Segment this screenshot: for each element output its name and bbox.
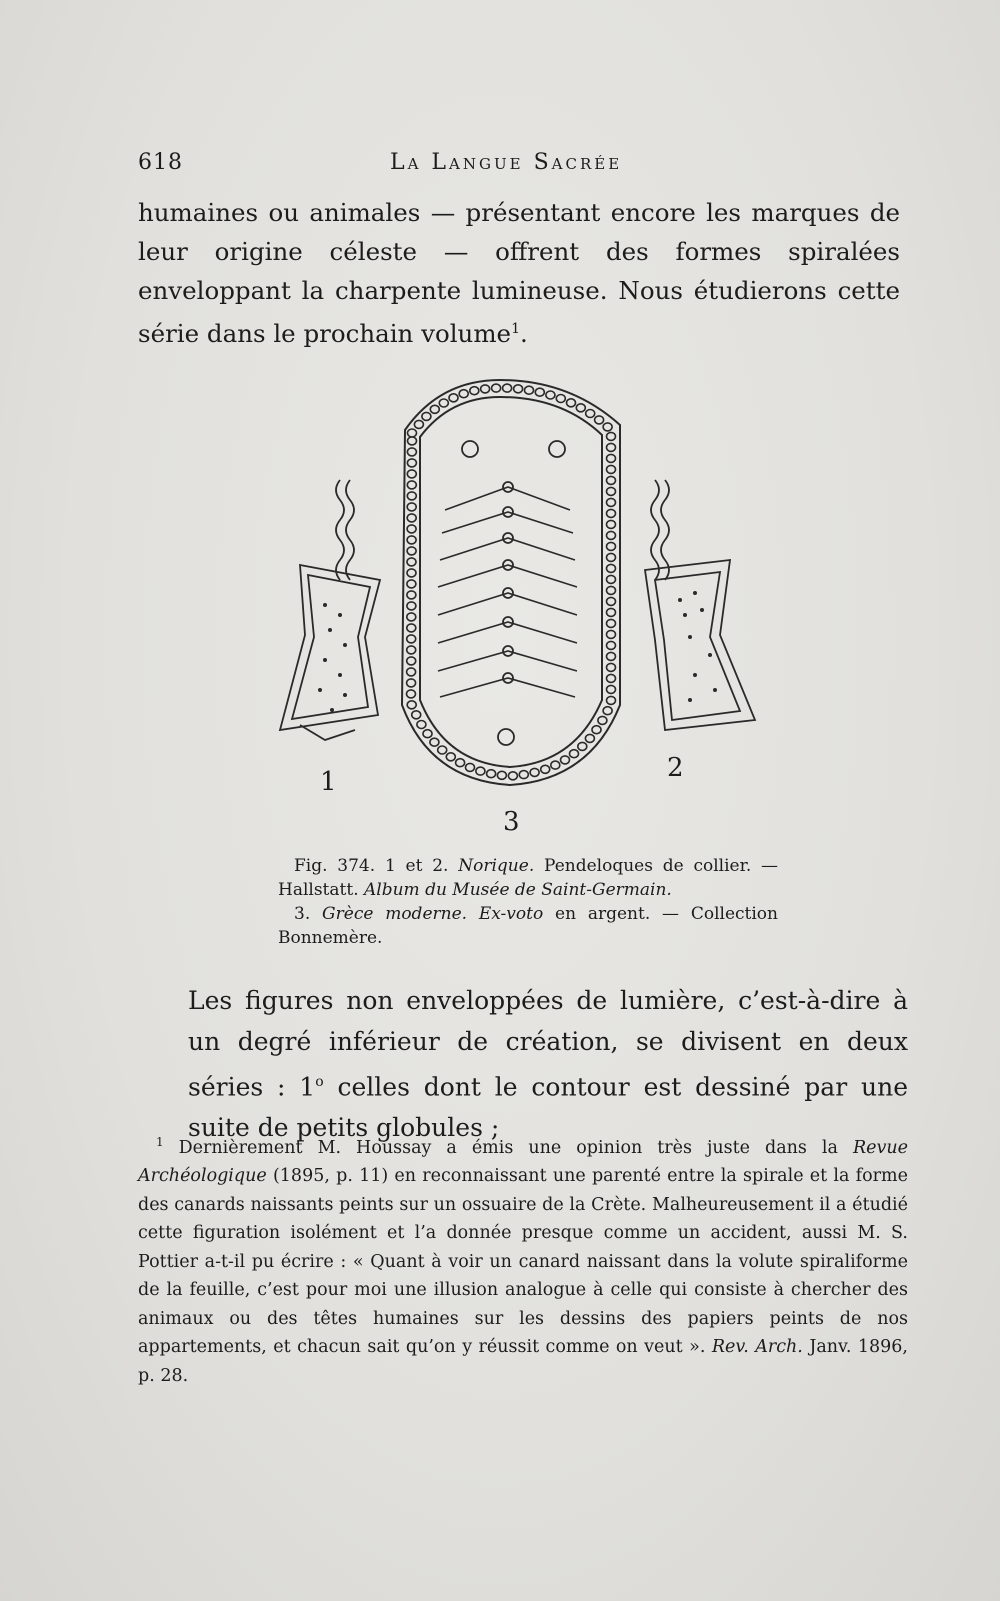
bead xyxy=(607,586,616,594)
bead xyxy=(503,384,512,392)
bead xyxy=(497,771,506,779)
bead xyxy=(456,759,465,767)
paragraph-bottom-text-a: Les figures non enveloppées de lumière, c’est-à-dire à un degré inférieur de création, se divisent en deux séries : 1 xyxy=(188,986,908,1102)
running-title: La Langue Sacrée xyxy=(390,150,623,175)
pendant-right-dots xyxy=(678,591,717,702)
bead xyxy=(459,390,468,398)
bead xyxy=(607,531,616,539)
bead xyxy=(525,386,534,394)
page-number: 618 xyxy=(138,150,183,175)
caption-fig-album: Album du Musée de Saint-Germain. xyxy=(364,880,672,900)
exvoto-spine-dots xyxy=(462,441,565,745)
bead xyxy=(407,602,416,610)
footnote-reference-title: Rev. Arch. xyxy=(711,1337,803,1358)
bead xyxy=(607,575,616,583)
bead xyxy=(603,423,612,431)
paragraph-top-text: humaines ou animales — présentant encore les marques de leur origine céleste — offrent des formes spiralées enveloppant la charpente lumineuse. Nous étudierons cette série dans le prochain volume xyxy=(138,198,900,349)
bead xyxy=(407,525,416,533)
bead xyxy=(576,404,585,412)
bead xyxy=(607,520,616,528)
bead xyxy=(407,514,416,522)
bead xyxy=(407,580,416,588)
bead xyxy=(408,437,417,445)
bead xyxy=(586,410,595,418)
bead xyxy=(407,569,416,577)
caption-item3-num: 3. xyxy=(294,904,311,924)
bead xyxy=(407,558,416,566)
bead xyxy=(407,591,416,599)
footnote-mark: 1 xyxy=(156,1135,164,1149)
bead xyxy=(417,721,426,729)
bead xyxy=(423,730,432,738)
bead xyxy=(438,746,447,754)
figure-label-1: 1 xyxy=(320,767,337,797)
bead xyxy=(592,726,601,734)
bead xyxy=(585,734,594,742)
bead xyxy=(603,707,612,715)
footnote-journal: Revue Archéologique xyxy=(138,1137,908,1187)
bead xyxy=(514,385,523,393)
bead xyxy=(578,742,587,750)
bead xyxy=(607,487,616,495)
bead xyxy=(607,432,616,440)
bead xyxy=(476,767,485,775)
figure-illustration xyxy=(270,375,780,855)
bead xyxy=(407,470,416,478)
bead xyxy=(470,387,479,395)
bead xyxy=(607,685,616,693)
bead xyxy=(519,771,528,779)
bead xyxy=(446,753,455,761)
bead xyxy=(408,429,417,437)
bead xyxy=(607,542,616,550)
exvoto-inner-outline xyxy=(420,397,602,767)
bead xyxy=(607,619,616,627)
bead xyxy=(546,391,555,399)
pendant-right xyxy=(645,480,755,730)
bead xyxy=(407,657,416,665)
bead xyxy=(407,536,416,544)
bead xyxy=(607,608,616,616)
bead xyxy=(407,492,416,500)
bead xyxy=(407,613,416,621)
paragraph-bottom-ordinal: o xyxy=(315,1074,324,1090)
bead xyxy=(607,498,616,506)
page-header xyxy=(138,150,900,182)
bead xyxy=(607,465,616,473)
bead xyxy=(407,635,416,643)
caption-fig-label: Fig. 374. 1 et 2. xyxy=(294,856,449,876)
bead xyxy=(541,765,550,773)
bead xyxy=(607,553,616,561)
caption-item3-place: Grèce moderne. Ex-voto xyxy=(322,904,544,924)
bead xyxy=(595,416,604,424)
bead xyxy=(407,701,416,709)
bead xyxy=(535,388,544,396)
figure-label-2: 2 xyxy=(667,753,684,783)
bead xyxy=(607,443,616,451)
paragraph-top xyxy=(138,193,900,353)
bead xyxy=(598,716,607,724)
bead xyxy=(414,420,423,428)
footnote-reference: 1 xyxy=(511,321,520,337)
footnote xyxy=(138,1128,908,1390)
bead xyxy=(407,503,416,511)
bead xyxy=(607,476,616,484)
bead xyxy=(407,624,416,632)
figure-caption xyxy=(278,854,778,950)
caption-fig-desc: Pendeloques de collier. — Hallstatt. xyxy=(278,856,779,900)
bead xyxy=(607,641,616,649)
figure-pendants-exvoto xyxy=(270,375,780,855)
bead xyxy=(466,763,475,771)
bead xyxy=(407,690,416,698)
bead xyxy=(607,454,616,462)
bead xyxy=(487,770,496,778)
bead xyxy=(551,761,560,769)
figure-label-3: 3 xyxy=(503,807,520,837)
bead xyxy=(561,756,570,764)
footnote-text-2: (1895, p. 11) en reconnaissant une parenté entre la spirale et la forme des canards naissants peints sur un ossuaire de la Crète. Malheureusement il a étudié cette figuration isolément et l’a donnée presque comme un accident, aussi M. S. Pottier a-t-il pu écrire : « Quant à voir un canard naissant dans la volute spiraliforme de la feuille, c’est pour moi une illusion analogue à celle qui consiste à chercher des animaux ou des têtes humaines sur les dessins des papiers peints de nos appartements, et chacun sait qu’on y réussit comme on veut ». xyxy=(138,1166,908,1358)
bead xyxy=(607,509,616,517)
bead xyxy=(407,448,416,456)
bead xyxy=(430,738,439,746)
bead xyxy=(607,630,616,638)
footnote-text-1: Dernièrement M. Houssay a émis une opinion très juste dans la xyxy=(178,1137,838,1158)
bead xyxy=(449,394,458,402)
bead xyxy=(607,696,616,704)
bead xyxy=(407,459,416,467)
bead xyxy=(567,399,576,407)
bead xyxy=(430,405,439,413)
bead xyxy=(407,668,416,676)
bead xyxy=(607,663,616,671)
bead xyxy=(607,597,616,605)
bead xyxy=(407,646,416,654)
pendant-left-dots xyxy=(318,603,347,712)
bead xyxy=(492,384,501,392)
paragraph-bottom xyxy=(188,980,908,1148)
bead xyxy=(412,711,421,719)
bead xyxy=(481,385,490,393)
exvoto-ribs xyxy=(438,487,577,697)
paragraph-bottom-text-b: celles dont le contour est dessiné par une suite de petits globules ; xyxy=(188,1072,908,1143)
bead xyxy=(407,679,416,687)
bead xyxy=(508,772,517,780)
pendant-left xyxy=(280,480,380,740)
exvoto-outline xyxy=(402,380,620,785)
caption-fig-place: Norique. xyxy=(458,856,535,876)
footnote-text-3: Janv. 1896, p. 28. xyxy=(138,1337,908,1386)
bead xyxy=(530,768,539,776)
caption-item3-desc: en argent. — Collection Bonnemère. xyxy=(278,904,778,948)
bead xyxy=(407,481,416,489)
bead xyxy=(607,674,616,682)
bead xyxy=(570,750,579,758)
bead xyxy=(607,652,616,660)
exvoto-bead-border xyxy=(407,384,616,780)
bead xyxy=(607,564,616,572)
paragraph-top-end: . xyxy=(519,319,528,349)
bead xyxy=(422,412,431,420)
bead xyxy=(556,395,565,403)
bead xyxy=(407,547,416,555)
bead xyxy=(439,399,448,407)
